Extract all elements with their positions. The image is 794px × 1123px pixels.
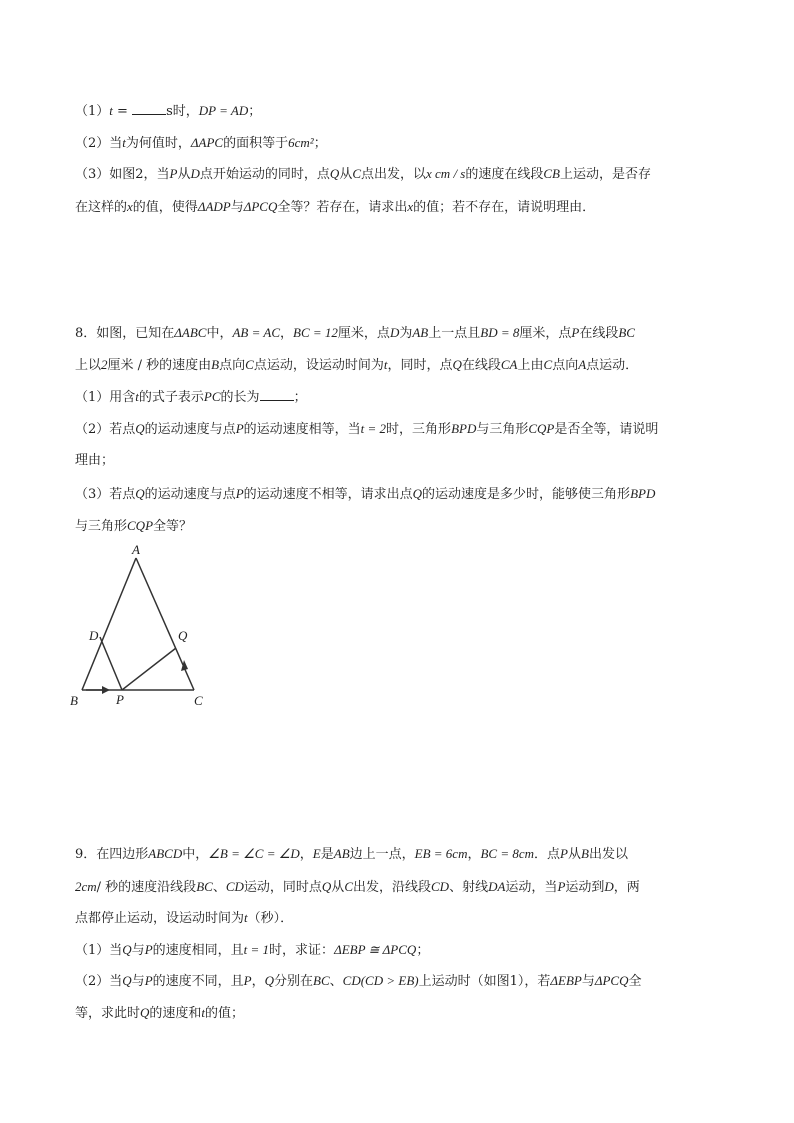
math: t — [122, 135, 126, 150]
text: 点运动． — [586, 358, 639, 373]
q8-part2-line2 — [75, 451, 114, 471]
text: （2）若点 — [75, 422, 136, 437]
text: 、 — [212, 880, 226, 895]
text: 为 — [399, 326, 413, 341]
math: B — [211, 357, 220, 372]
math: ΔPCQ — [594, 973, 629, 988]
math: Q — [122, 973, 132, 988]
text: ； — [293, 390, 307, 405]
text: ； — [416, 943, 430, 958]
text: 运动，同时点 — [243, 880, 322, 895]
segment-PQ — [122, 648, 176, 690]
text: 上由 — [517, 358, 544, 373]
math: P — [557, 879, 566, 894]
math: BC — [196, 879, 213, 894]
q9-stem-line3 — [75, 908, 293, 929]
q7-part2 — [75, 133, 327, 154]
math: CD(CD > EB) — [342, 973, 419, 988]
text: 的速度和 — [149, 1006, 202, 1021]
text: 点开始运动的同时，点 — [199, 167, 330, 182]
segment-AC — [136, 558, 194, 690]
text: 与三角形 — [75, 519, 128, 534]
answer-blank — [260, 388, 294, 401]
math: ΔAPC — [190, 135, 224, 150]
math: CD — [431, 879, 450, 894]
text: / 秒的速度沿线段 — [96, 880, 197, 895]
text: 的运动速度不相等，请求出点 — [243, 487, 413, 502]
q8-part1 — [75, 387, 307, 408]
text: 在线段 — [461, 358, 501, 373]
math: D — [604, 879, 614, 894]
text: （1）用含 — [75, 390, 136, 405]
math: P — [144, 942, 153, 957]
math: Q — [452, 357, 462, 372]
text: 为何值时， — [125, 136, 191, 151]
math: Q — [264, 973, 275, 988]
math: Q — [329, 166, 340, 181]
text: 点向 — [552, 358, 579, 373]
math: C — [245, 357, 254, 372]
text: 全等？ — [153, 519, 193, 534]
math: CD — [225, 879, 244, 894]
q7-part1 — [75, 101, 261, 122]
text: 点都停止运动，设运动时间为 — [75, 911, 245, 926]
math: Q — [135, 486, 145, 501]
math: ΔPCQ — [243, 199, 278, 214]
text: ； — [313, 136, 327, 151]
math: PC — [203, 389, 221, 404]
q8-part3-line2 — [75, 516, 192, 537]
text: 上以 — [75, 358, 102, 373]
label-A: A — [132, 542, 140, 557]
text: 在线段 — [579, 326, 619, 341]
math: B — [581, 846, 589, 861]
text: 的速度相同，且 — [152, 943, 244, 958]
text: 上运动，是否存 — [560, 167, 652, 182]
q7-part3-line2 — [75, 197, 595, 218]
math: t — [109, 103, 113, 118]
q8-stem-line2 — [75, 355, 638, 376]
math: AB — [412, 325, 429, 340]
text: 的运动速度是多少时，能够使三角形 — [422, 487, 631, 502]
text: 从 — [177, 167, 191, 182]
text: 的值；若不存在，请说明理由． — [413, 200, 596, 215]
arrow-icon-b-to-c — [86, 686, 110, 694]
math: x — [127, 199, 133, 214]
text: 9．在四边形 — [75, 847, 149, 862]
text: 厘米 / 秒的速度由 — [107, 358, 212, 373]
math: CQP — [528, 421, 555, 436]
text: 与 — [230, 200, 244, 215]
text: 全 — [628, 974, 642, 989]
math: 2cm — [75, 879, 97, 894]
math: t — [135, 389, 139, 404]
text: 从 — [568, 847, 582, 862]
text: 的速度不同，且 — [152, 974, 244, 989]
math: t — [244, 910, 248, 925]
text: 运动，当 — [505, 880, 558, 895]
math: t — [383, 357, 388, 372]
math: P — [235, 421, 244, 436]
math: D — [190, 166, 200, 181]
text: （3）若点 — [75, 487, 136, 502]
text: 出发，沿线段 — [352, 880, 431, 895]
q9-part2-line1 — [75, 971, 642, 992]
text: 点运动，设运动时间为 — [253, 358, 384, 373]
text: 从 — [339, 167, 353, 182]
q9-stem-line1 — [75, 844, 628, 865]
math: 2 — [101, 357, 108, 372]
text: 的值，使得 — [132, 200, 198, 215]
text: 分别在 — [274, 974, 314, 989]
text: （1）当 — [75, 943, 123, 958]
text: 全等？若存在，请求出 — [277, 200, 408, 215]
math: Q — [135, 421, 145, 436]
math: BC — [618, 325, 635, 340]
text: 、射线 — [449, 880, 489, 895]
text: 边上一点， — [349, 847, 415, 862]
math: Q — [412, 486, 423, 501]
label-P: P — [116, 692, 124, 707]
math: t — [201, 1005, 206, 1020]
text: 出发以 — [588, 847, 628, 862]
text: 的运动速度与点 — [144, 487, 236, 502]
text: 是否全等，请说明 — [554, 422, 659, 437]
text: 厘米，点 — [519, 326, 572, 341]
math: P — [571, 325, 580, 340]
text: 的式子表示 — [138, 390, 204, 405]
text: 厘米，点 — [337, 326, 390, 341]
text: 上一点且 — [428, 326, 481, 341]
math: P — [144, 973, 153, 988]
text: （3）如图2，当 — [75, 167, 170, 182]
text: s时， — [166, 104, 199, 119]
math: EB = 6cm — [414, 846, 468, 861]
text: 的速度在线段 — [465, 167, 544, 182]
text: ， — [280, 326, 294, 341]
text: 与 — [581, 974, 595, 989]
math: C — [543, 357, 553, 372]
text: ，两 — [613, 880, 640, 895]
label-D: D — [89, 628, 99, 643]
math: CB — [543, 166, 561, 181]
math: P — [243, 973, 252, 988]
math: t = 2 — [360, 421, 387, 436]
math: Q — [140, 1005, 150, 1020]
math: ABCD — [148, 846, 183, 861]
text: 8．如图，已知在 — [75, 326, 175, 341]
math: BPD — [630, 486, 656, 501]
math: x — [407, 199, 414, 214]
q9-part2-line2 — [75, 1003, 244, 1024]
text: 上运动时（如图1），若 — [418, 974, 551, 989]
text: ， — [251, 974, 265, 989]
math: ΔEBP — [550, 973, 582, 988]
text: 等，求此时 — [75, 1006, 141, 1021]
q8-part2-line1 — [75, 419, 658, 440]
text: = — [112, 104, 133, 119]
math: P — [560, 846, 568, 861]
math: BC = 12 — [293, 325, 338, 340]
math: 6cm² — [288, 135, 314, 150]
text: ； — [248, 104, 262, 119]
segment-DP — [100, 637, 122, 690]
math: ΔABC — [174, 325, 207, 340]
math: D — [389, 325, 400, 340]
text: 点向 — [219, 358, 246, 373]
math: E — [312, 846, 321, 861]
math: ∠B = ∠C = ∠D — [208, 846, 300, 861]
math: BD = 8 — [480, 325, 520, 340]
text: 从 — [331, 880, 345, 895]
text: 的运动速度与点 — [144, 422, 236, 437]
math: C — [352, 166, 361, 181]
math: CA — [500, 357, 518, 372]
math: AB = AC — [232, 325, 281, 340]
label-Q: Q — [178, 628, 188, 643]
text: 中， — [206, 326, 233, 341]
math: AB — [333, 846, 350, 861]
q9-stem-line2 — [75, 877, 640, 898]
math: A — [578, 357, 587, 372]
text: ， — [299, 847, 313, 862]
text: （秒）． — [247, 911, 294, 926]
q8-stem-line1 — [75, 323, 635, 344]
math: Q — [122, 942, 132, 957]
math: DA — [488, 879, 506, 894]
text: 与 — [131, 943, 145, 958]
segment-AB — [82, 558, 136, 690]
text: ．点 — [534, 847, 561, 862]
text: （1） — [75, 104, 110, 119]
text: 点出发，以 — [361, 167, 427, 182]
math: P — [235, 486, 244, 501]
text: 理由； — [75, 453, 115, 468]
math: CQP — [127, 518, 154, 533]
q8-part3-line1 — [75, 484, 655, 505]
text: （2）当 — [75, 136, 123, 151]
math: BPD — [451, 421, 477, 436]
text: 的长为 — [220, 390, 260, 405]
text: 时，三角形 — [386, 422, 452, 437]
text: 是 — [320, 847, 334, 862]
text: ， — [467, 847, 481, 862]
text: ，同时，点 — [387, 358, 453, 373]
q9-part1 — [75, 940, 429, 961]
math: BC = 8cm — [480, 846, 535, 861]
label-B: B — [70, 693, 78, 708]
label-C: C — [194, 693, 203, 708]
text: 、 — [329, 974, 343, 989]
math: x cm / s — [426, 166, 466, 181]
math: t = 1 — [243, 942, 270, 957]
answer-blank — [132, 102, 166, 115]
text: 的面积等于 — [223, 136, 289, 151]
math: ΔEBP ≅ ΔPCQ — [334, 942, 417, 957]
text: 运动到 — [565, 880, 605, 895]
text: 的运动速度相等，当 — [243, 422, 361, 437]
text: 与三角形 — [476, 422, 529, 437]
math: ΔADP — [197, 199, 231, 214]
math: C — [344, 879, 353, 894]
math: BC — [313, 973, 330, 988]
text: 时，求证： — [269, 943, 335, 958]
text: 中， — [182, 847, 209, 862]
text: 的值； — [205, 1006, 245, 1021]
q7-part3-line1 — [75, 164, 651, 185]
math: P — [169, 166, 178, 181]
text: 与 — [131, 974, 145, 989]
triangle-figure — [60, 540, 230, 720]
text: （2）当 — [75, 974, 123, 989]
math: DP = AD — [198, 103, 249, 118]
text: 在这样的 — [75, 200, 128, 215]
math: Q — [321, 879, 332, 894]
